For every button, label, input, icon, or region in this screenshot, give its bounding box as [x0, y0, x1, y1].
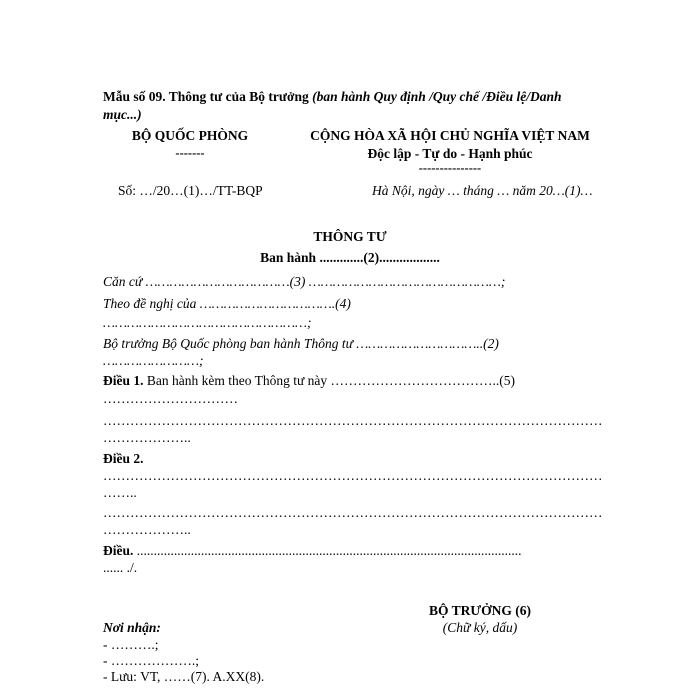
article-1-text: Ban hành kèm theo Thông tư này ………………………………..(5)	[143, 373, 516, 388]
national-title: CỘNG HÒA XÃ HỘI CHỦ NGHĨA VIỆT NAM	[310, 128, 590, 143]
article-2-dots: …………………………………………………………………………………………………	[103, 468, 603, 483]
recipient-1: - ……….;	[103, 637, 159, 652]
signature-title: BỘ TRƯỞNG (6)	[428, 603, 531, 618]
agency-name: BỘ QUỐC PHÒNG	[131, 128, 249, 143]
article-n-end: ...... ./.	[103, 560, 138, 575]
preamble-theo-de-nghi-cont: ……………………………………………;	[103, 315, 312, 330]
template-number: Mẫu số 09.	[103, 89, 166, 104]
document-type: THÔNG TƯ	[313, 229, 387, 244]
article-2-label: Điều 2.	[103, 451, 144, 466]
signature-note: (Chữ ký, dấu)	[442, 620, 518, 635]
recipient-archive: - Lưu: VT, ……(7). A.XX(8).	[103, 669, 265, 684]
template-heading	[103, 89, 562, 105]
article-2-dots-end: ……..	[103, 485, 137, 500]
template-title: Thông tư của Bộ trưởng	[165, 89, 313, 104]
preamble-can-cu: Căn cứ ………………………………(3) …………………………………………;	[103, 274, 506, 289]
preamble-theo-de-nghi: Theo đề nghị của …………………………….(4)	[103, 296, 351, 311]
national-rule: ---------------	[418, 161, 482, 175]
article-1	[103, 373, 515, 389]
preamble-bo-truong: Bộ trưởng Bộ Quốc phòng ban hành Thông tư …………………………..(2)	[103, 336, 499, 351]
subject-label: Ban hành	[260, 250, 317, 265]
document-subject	[200, 250, 500, 266]
place-date: Hà Nội, ngày … tháng … năm 20…(1)…	[372, 183, 593, 198]
recipient-2: - ……………….;	[103, 653, 199, 668]
recipients-label: Nơi nhận:	[103, 620, 161, 635]
article-n	[103, 543, 522, 559]
article-2-dots-2-end: ………………..	[103, 522, 191, 537]
article-n-dots: ..................................................................................................................	[133, 543, 522, 558]
article-n-label: Điều.	[103, 543, 134, 558]
article-1-label: Điều 1.	[103, 373, 144, 388]
agency-rule: -------	[175, 146, 205, 160]
preamble-bo-truong-cont: ……………………;	[103, 353, 204, 368]
national-motto: Độc lập - Tự do - Hạnh phúc	[367, 146, 533, 161]
subject-placeholder: .............(2)..................	[316, 250, 440, 265]
document-number: Số: …/20…(1)…/TT-BQP	[118, 183, 263, 198]
article-2-dots-2: …………………………………………………………………………………………………	[103, 505, 603, 520]
article-1-dots: …………………………………………………………………………………………………	[103, 413, 603, 428]
template-scope-continued: mục...)	[103, 107, 142, 122]
article-1-dots-end: ………………..	[103, 430, 191, 445]
article-1-cont: …………………………	[103, 391, 238, 406]
template-scope: (ban hành Quy định /Quy chế /Điều lệ/Danh	[312, 89, 562, 104]
